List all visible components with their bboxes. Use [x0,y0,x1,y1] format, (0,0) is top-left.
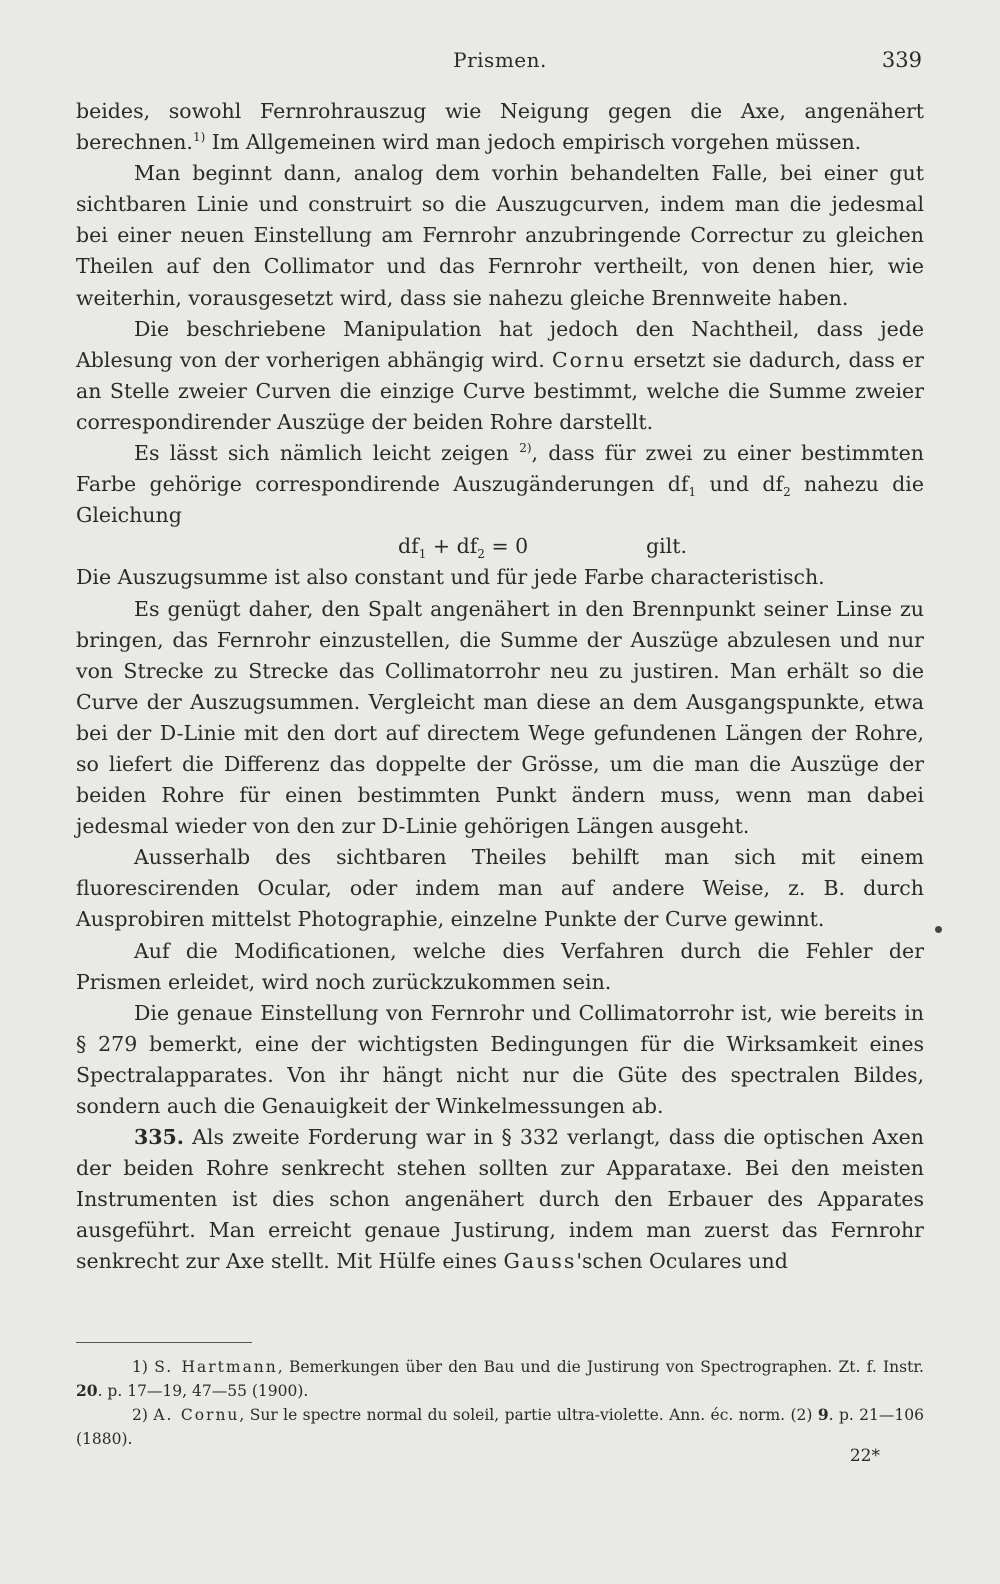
paragraph: Es genügt daher, den Spalt angenähert in den Brennpunkt seiner Linse zu bringen, das Fernrohr einzustellen, die Summe der Auszüge abzulesen und nur von Strecke zu Strecke das Collimatorrohr neu zu justiren. Man erhält so die Curve der Auszugsummen. Vergleicht man diese an dem Ausgangspunkte, etwa bei der D-Linie mit den dort auf directem Wege gefundenen Längen der Rohre, so liefert die Differenz das doppelte der Grösse, um die man die Auszüge der beiden Rohre für einen bestimmten Punkt ändern muss, wenn man dabei jedesmal wieder von den zur D-Linie gehörigen Längen ausgeht. [76,596,924,839]
section-paragraph: 335. Als zweite Forderung war in § 332 verlangt, dass die optischen Axen der beiden Rohre senkrecht stehen sollten zur Apparataxe. Bei den meisten Instrumenten ist dies schon angenähert durch den Erbauer des Apparates ausgeführt. Man erreicht genaue Justirung, indem man zuerst das Fernrohr senkrecht zur Axe stellt. Mit Hülfe eines Gauss'schen Oculares und [76,1125,924,1274]
ink-spot [935,926,942,933]
paragraph: Es lässt sich nämlich leicht zeigen $^{2)}$, dass für zwei zu einer bestimmten Farbe gehörige correspondirende Auszugänderungen $df_1$ und $df_2$ nahezu die Gleichung [76,441,924,528]
footnote-ref: 1) [192,130,206,145]
footnote: 1) S. Hartmann, Bemerkungen über den Bau und die Justirung von Spectrographen. Zt. f. Instr. 20. p. 17—19, 47—55 (1900). [76,1358,924,1400]
footnote-ref: 2) [519,441,532,456]
paragraph: Die Auszugsumme ist also constant und für jede Farbe characteristisch. [76,565,825,590]
equation-expression: $df_1 + df_2 = 0$ [398,534,529,562]
footnote: 2) A. Cornu, Sur le spectre normal du soleil, partie ultra-violette. Ann. éc. norm. (2) 9. p. 21—106 (1880). [76,1405,924,1448]
equation [76,531,924,562]
paragraph: Die beschriebene Manipulation hat jedoch den Nachtheil, dass jede Ablesung von der vorherigen abhängig wird. Cornu ersetzt sie dadurch, dass er an Stelle zweier Curven die einzige Curve bestimmt, welche die Summe zweier correspondirender Auszüge der beiden Rohre darstellt. [76,316,924,434]
paragraph: beides, sowohl Fernrohrauszug wie Neigung gegen die Axe, angenähert berechnen.$^{1)}$ Im Allgemeinen wird man jedoch empirisch vorgehen müssen. [76,99,924,155]
footnote-rule [76,1342,252,1343]
main-text [76,96,924,1278]
running-title: Prismen. [453,48,547,72]
paragraph: Ausserhalb des sichtbaren Theiles behilft man sich mit einem fluorescirenden Ocular, oder indem man auf andere Weise, z. B. durch Ausprobiren mittelst Photographie, einzelne Punkte der Curve gewinnt. [76,845,924,932]
paragraph: Die genaue Einstellung von Fernrohr und Collimatorrohr ist, wie bereits in § 279 bemerkt, eine der wichtigsten Bedingungen für die Wirksamkeit eines Spectralapparates. Von ihr hängt nicht nur die Güte des spectralen Bildes, sondern auch die Genauigkeit der Winkelmessungen ab. [76,1000,924,1118]
footnotes [76,1355,924,1451]
author-name: Gauss [503,1249,577,1274]
paragraph: Auf die Modificationen, welche dies Verfahren durch die Fehler der Prismen erleidet, wird noch zurückzukommen sein. [76,938,924,994]
section-number: 335. [134,1125,184,1150]
page-number: 339 [881,48,922,72]
paragraph: Man beginnt dann, analog dem vorhin behandelten Falle, bei einer gut sichtbaren Linie und construirt so die Auszugcurven, indem man die jedesmal bei einer neuen Einstellung am Fernrohr anzubringende Correctur zu gleichen Theilen auf den Collimator und das Fernrohr vertheilt, von denen hier, wie weiterhin, vorausgesetzt wird, dass sie nahezu gleiche Brennweite haben. [76,161,924,310]
running-header [0,48,1000,78]
author-name: Cornu [551,347,627,372]
signature-mark: 22* [849,1446,880,1466]
equation-trailing-word: gilt. [646,534,687,559]
